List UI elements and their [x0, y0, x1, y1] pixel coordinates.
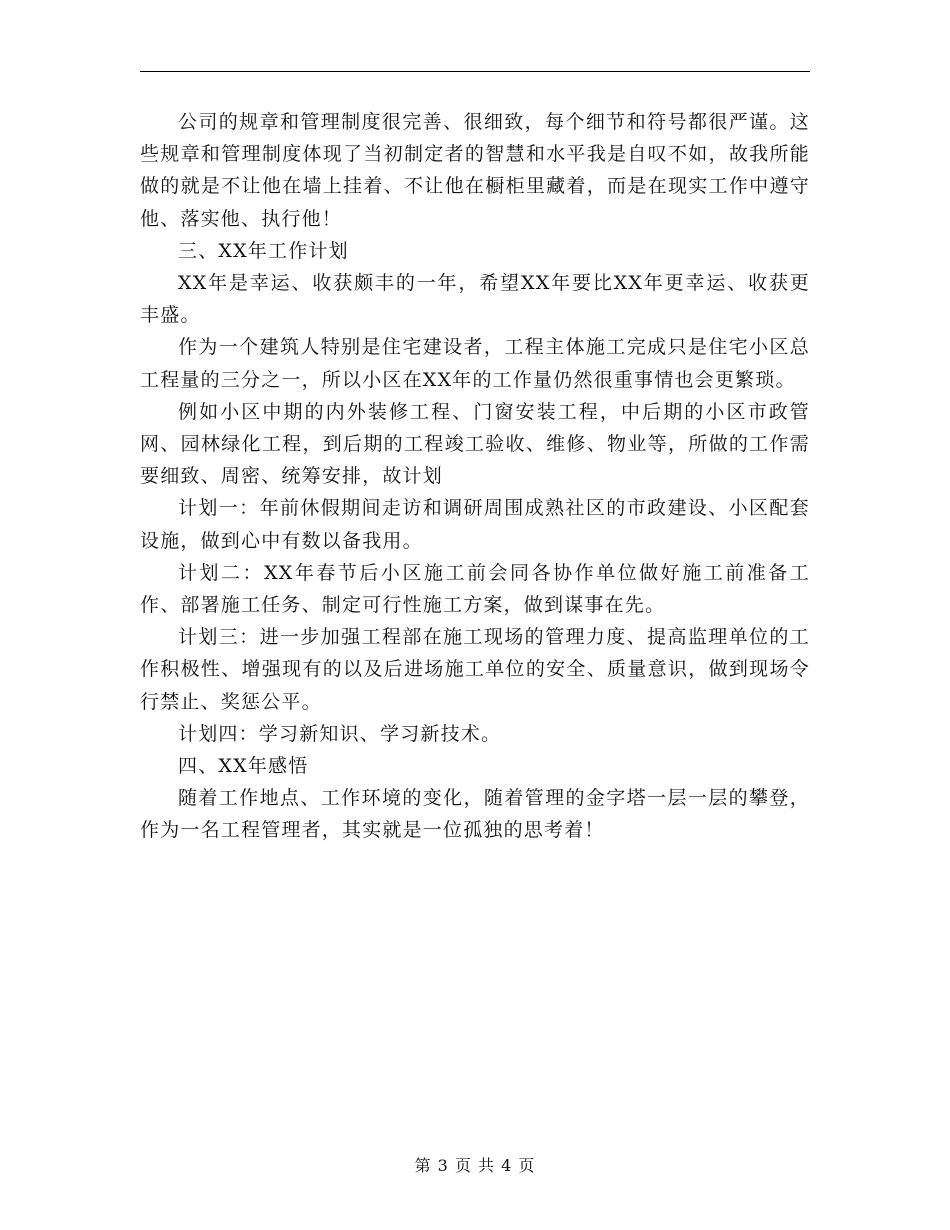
paragraph: 例如小区中期的内外装修工程、门窗安装工程，中后期的小区市政管网、园林绿化工程，到后期的工程竣工验收、维修、物业等，所做的工作需要细致、周密、统筹安排，故计划 [140, 400, 810, 488]
plan-item: 计划一：年前休假期间走访和调研周围成熟社区的市政建设、小区配套设施，做到心中有数以备我用。 [140, 497, 810, 552]
section-heading: 四、XX年感悟 [178, 755, 309, 778]
header-rule [140, 71, 810, 72]
plan-item: 计划二：XX年春节后小区施工前会同各协作单位做好施工前准备工作、部署施工任务、制定可行性施工方案，做到谋事在先。 [140, 561, 810, 617]
paragraph: XX年是幸运、收获颇丰的一年，希望XX年要比XX年更幸运、收获更丰盛。 [140, 272, 810, 327]
plan-item: 计划四：学习新知识、学习新技术。 [178, 722, 502, 745]
page-number-footer: 第 3 页 共 4 页 [414, 1156, 536, 1175]
plan-item: 计划三：进一步加强工程部在施工现场的管理力度、提高监理单位的工作积极性、增强现有的以及后进场施工单位的安全、质量意识，做到现场令行禁止、奖惩公平。 [140, 626, 810, 713]
paragraph: 公司的规章和管理制度很完善、很细致，每个细节和符号都很严谨。这些规章和管理制度体现了当初制定者的智慧和水平我是自叹不如，故我所能做的就是不让他在墙上挂着、不让他在橱柜里藏着，而是在现实工作中遵守他、落实他、执行他！ [140, 111, 810, 230]
paragraph: 作为一个建筑人特别是住宅建设者，工程主体施工完成只是住宅小区总工程量的三分之一，所以小区在XX年的工作量仍然很重事情也会更繁琐。 [140, 336, 810, 391]
paragraph: 随着工作地点、工作环境的变化，随着管理的金字塔一层一层的攀登，作为一名工程管理者，其实就是一位孤独的思考着！ [140, 787, 810, 842]
document-body [140, 106, 810, 847]
section-heading: 三、XX年工作计划 [178, 239, 349, 262]
